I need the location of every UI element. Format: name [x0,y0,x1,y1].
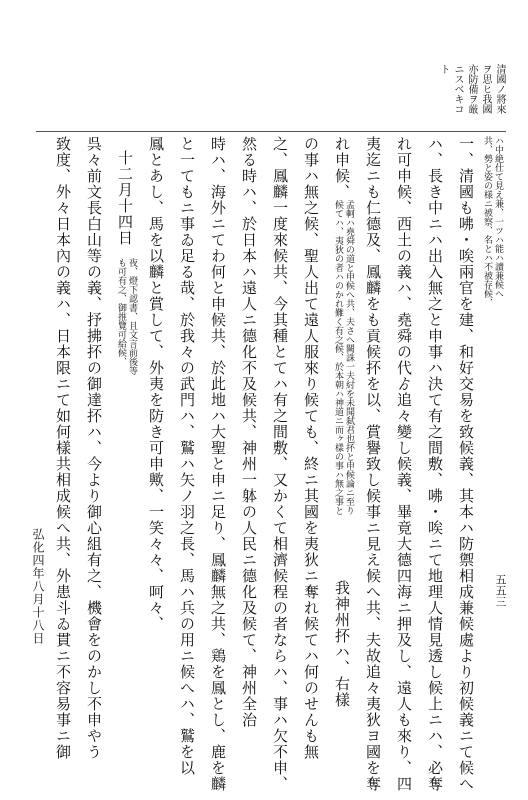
body-line-2: ハ、長き中ニハ出入無之と申事ハ決て有之間敷、咈・唉ニて地理人情見透し候上ニハ、必奪 [426,136,444,792]
date-note-2: も可有之、御推覽可給候、 [116,258,126,366]
body-line-5-start: れ申候、 [333,136,351,200]
body-line-3: れ可申候、西土の義ハ、堯舜の代ゟ追々變し候義、畢竟大德四海ニ押及し、遠人も來り、四 [395,136,413,792]
page-number: 五五三 [494,574,507,607]
header-note-5: ト [438,64,449,74]
body-line-7: 之、鳳麟一度來候共、今其種とてハ有之間敷、又かくて相濟候程の者ならハ、事ハ欠不申、 [271,136,289,792]
closing-line-1: 呉々前文長白山等の義、抒拂抔の御達抔ハ、今より御心組有之、機會をのかし不申やう [85,136,103,760]
document-date: 弘化四年八月十八日 [31,528,45,645]
header-note-1: 清國ノ將來 [494,64,505,114]
header-note-2: ヲ思ヒ我國 [480,64,491,114]
header-rule [36,131,506,132]
body-line-1: 一、清國も咈・唉兩官を建、和好交易を致候義、其本ハ防禦相成兼候處より初候義ニて候へ [457,136,475,792]
body-line-5-note-2: 候てハ、夷狄の者ハのかれ難く有之候、於本朝ハ神道ニ而ヶ樣の事ハ無之事と [333,200,343,515]
body-line-4: 夷迄ニも仁德及、鳳麟をも貢候抔を以、賞譽致し候事ニ見え候へ共、夫故追々夷狄ヨ國を奪 [364,136,382,792]
body-line-10: と一てもニ事ゐ足る哉、於我々の武門ハ、鷲ハ矢ノ羽之長、馬ハ兵の用ニ候へハ、鷲を以 [178,136,196,776]
date-note-1: 夜、燈下認書、且文言前後等 [127,258,137,375]
body-line-5-end: 我神州抔ハ、右樣 [333,580,351,708]
body-line-8: 然る時ハ、於日本ハ遠人ニ德化不及候共、神州一躰の人民ニ德化及候て、神州全治 [240,136,258,728]
date-heading: 十二月十四日 [116,150,134,246]
header-note-4: ニスベキコ [452,64,463,114]
body-line-11: 鳳とあし、馬を以麟と賞して、外夷を防き可申歟、一笑々々、呵々、 [147,136,165,632]
body-note-line-2: 共、勢と姿の様ニ被察、名とハ不被存候、 [482,136,492,307]
header-note-3: 亦防備ヲ厳 [466,64,477,114]
body-line-6: の事ハ無之候、聖人出て遠人服來り候ても、終ニ其國を夷狄ニ奪れ候てハ何のせんも無 [302,136,320,760]
body-note-line-1: ハ中絶仕て見え兼、一ツハ能ハ讀兼候ヘ [493,136,503,298]
body-line-9: 時ハ、海外ニてわ何と申候共、於此地ハ大聖と申ニ足り、鳳麟無之共、鶏を鳳とし、鹿を麟 [209,136,227,792]
closing-line-2: 致度、外々日本內の義ハ、日本限ニて如何樣共相成候へ共、外患斗ゐ貫ニ不容易事ニ御 [54,136,72,760]
body-line-5-note-1: 孟軻ハ堯舜の道と申候へ共、夫さへ闕誅一夫紂を未聞弑君也抔と申候論ニ至り [344,200,354,515]
